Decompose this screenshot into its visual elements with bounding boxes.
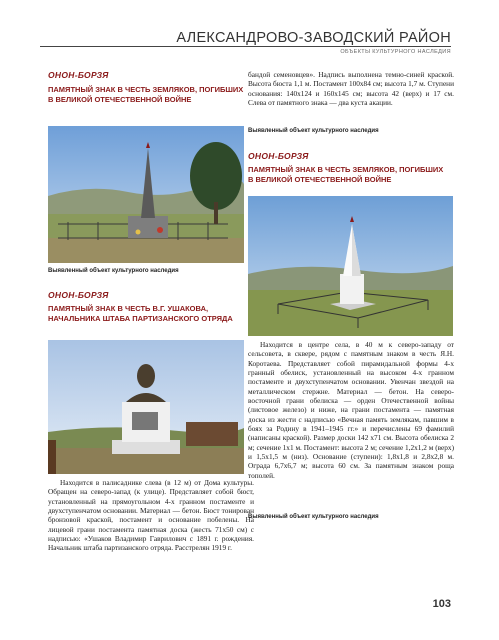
photo-obelisk-with-fence	[48, 126, 244, 263]
photo-white-obelisk	[248, 196, 453, 336]
entry-2-description-continued	[248, 70, 454, 107]
entry-2-text-continued: бандой семеновцев». Надпись выполнена темно-синей краской. Высота бюста 1,1 м. Постамент 100х84 см; высота 1,7 м. Ступени основания: 140х124 и 160х145 см; высота 42 (верх) и 17 см. Слева от памятного знака — два куста акации.	[248, 70, 454, 108]
page-header	[0, 0, 499, 56]
entry-1-status: Выявленный объект культурного наследия	[48, 268, 179, 274]
entry-1-location: ОНОН-БОРЗЯ	[48, 70, 109, 80]
entry-3-status: Выявленный объект культурного наследия	[248, 514, 379, 520]
entry-3-text: Находится в центре села, в 40 м к северо-западу от сельсовета, в сквере, рядом с памятным знаком в честь Я.Н. Коротаева. Представляет собой пирамидальной формы 4-х гранный обелиск, установленный на высоком 4-х гранном постаменте и двухступенчатом основании. Увенчан звездой на металлическом стержне. Материал — бетон. На северо-восточной грани обелиска — орден Отечественной войны (листовое железо) и ниже, на грани постамента — памятная доска из жести с надписью «Вечная память землякам, павшим в боях за Родину в 1941–1945 гг.» и перечислены 69 фамилий (написаны краской). Размер доски 142 х71 см. Высота обелиска 2 м; сечение 1х1 м. Постамент: высота 2 м; сечение 1,2х1,2 м (верх) и 1,5х1,5 м (низ). Основание (ступени): 1,8х1,8 и 2,8х2,8 м. Ограда 6,7х6,7 м; высота 60 см. За памятным знаком роща тополей.	[248, 340, 454, 480]
entry-1-title: ПАМЯТНЫЙ ЗНАК В ЧЕСТЬ ЗЕМЛЯКОВ, ПОГИБШИХ В ВЕЛИКОЙ ОТЕЧЕСТВЕННОЙ ВОЙНЕ	[48, 85, 244, 104]
section-subtitle: ОБЪЕКТЫ КУЛЬТУРНОГО НАСЛЕДИЯ	[340, 49, 451, 55]
photo-bust-monument	[48, 340, 244, 474]
entry-3-title: ПАМЯТНЫЙ ЗНАК В ЧЕСТЬ ЗЕМЛЯКОВ, ПОГИБШИХ В ВЕЛИКОЙ ОТЕЧЕСТВЕННОЙ ВОЙНЕ	[248, 165, 444, 184]
entry-2-title: ПАМЯТНЫЙ ЗНАК В ЧЕСТЬ В.Г. УШАКОВА, НАЧАЛЬНИКА ШТАБА ПАРТИЗАНСКОГО ОТРЯДА	[48, 304, 233, 323]
entry-3-location: ОНОН-БОРЗЯ	[248, 151, 309, 161]
entry-2-location: ОНОН-БОРЗЯ	[48, 290, 109, 300]
header-divider	[40, 46, 451, 47]
entry-2-status: Выявленный объект культурного наследия	[248, 128, 379, 134]
page-number: 103	[432, 598, 451, 610]
region-title: АЛЕКСАНДРОВО-ЗАВОДСКИЙ РАЙОН	[176, 30, 451, 46]
entry-2-text: Находится в палисаднике слева (в 12 м) от Дома культуры. Обращен на северо-запад (к улице). Представляет собой бюст, установленный на прямоугольном 4-х гранном постаменте и двухступенчатом основании. Материал — бетон. Бюст тонирован бронзовой краской, постамент и основание побелены. На лицевой грани постамента памятная доска (жесть 71х50 см) с надписью: «Ушаков Владимир Гаврилович с 1891 г. рождения. Начальник штаба партизанского отряда. Расстрелян 1919 г.	[48, 478, 254, 553]
entry-2-description	[48, 478, 254, 553]
entry-3-description	[248, 340, 454, 480]
